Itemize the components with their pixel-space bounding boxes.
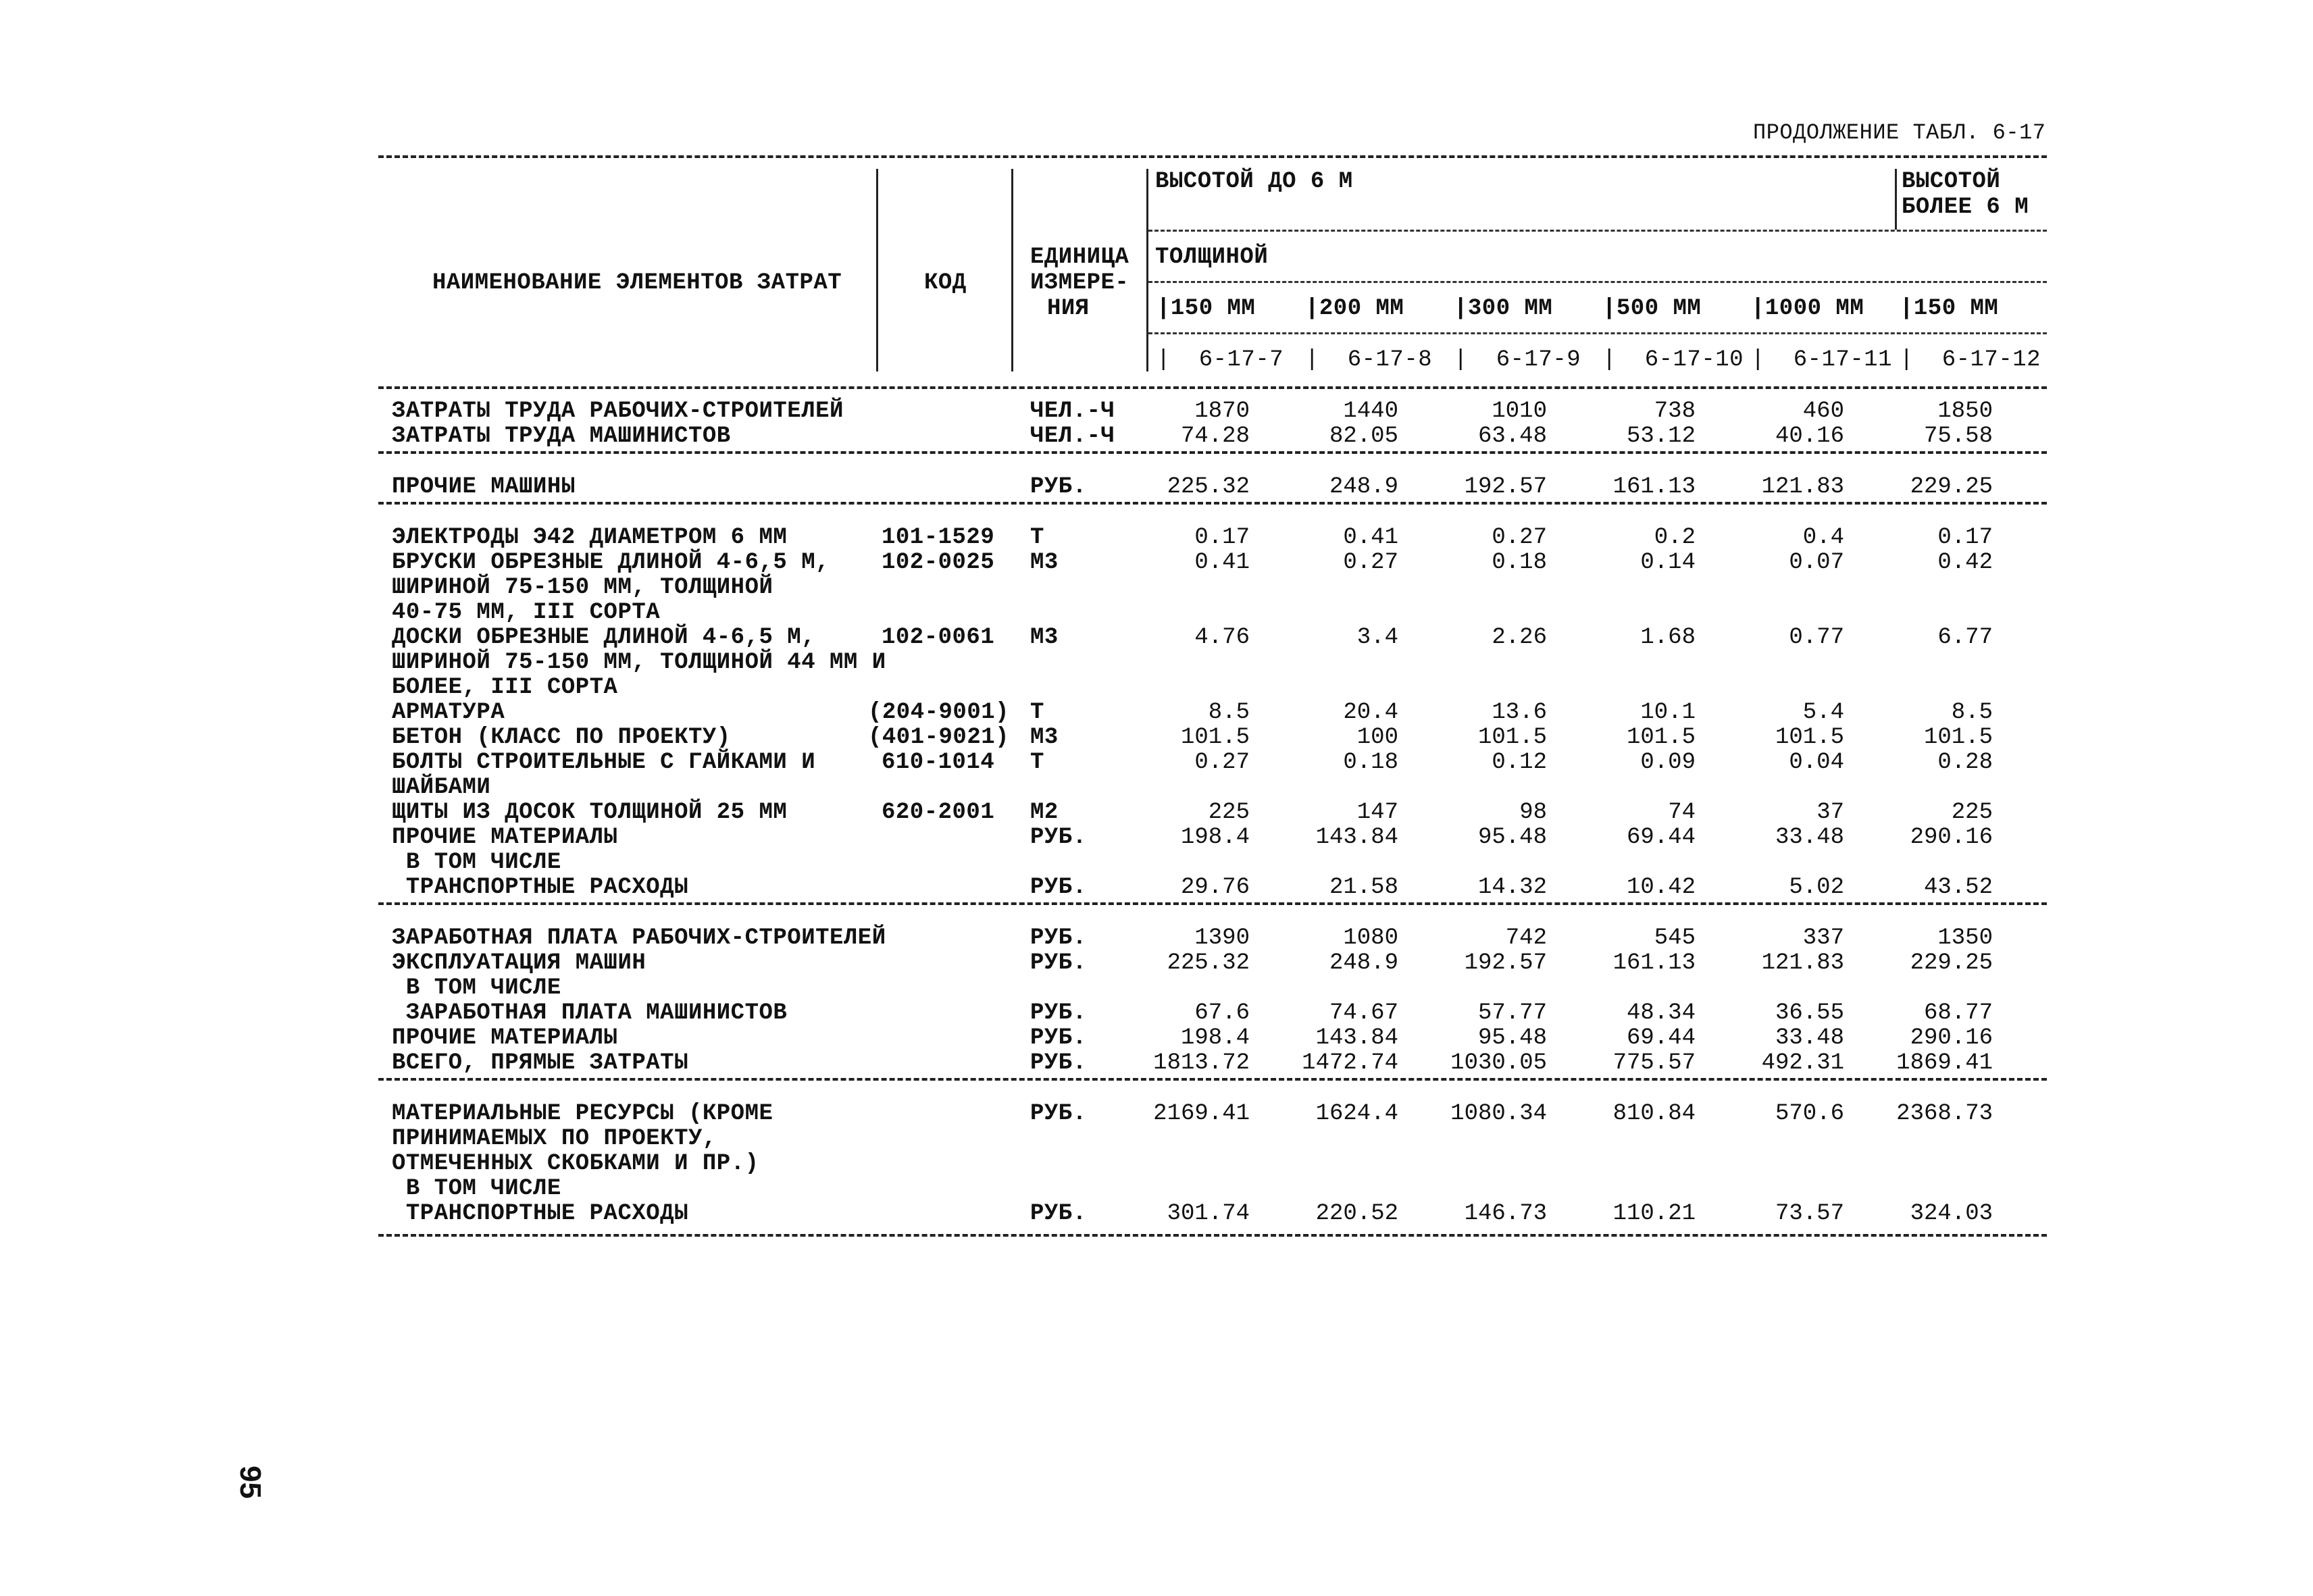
row-name: ДОСКИ ОБРЕЗНЫЕ ДЛИНОЙ 4-6,5 М, <box>392 625 816 650</box>
row-value: 10.42 <box>1626 875 1696 900</box>
header-code-1: | 6-17-7 <box>1156 347 1284 373</box>
row-value: 101.5 <box>1923 725 1993 750</box>
row-value: 0.27 <box>1194 750 1250 775</box>
row-value: 57.77 <box>1477 1000 1547 1026</box>
header-size-4: |500 ММ <box>1602 296 1702 321</box>
row-unit: РУБ. <box>1030 950 1087 976</box>
row-value: 36.55 <box>1775 1000 1844 1026</box>
row-unit: М2 <box>1030 800 1059 825</box>
row-value: 2.26 <box>1492 625 1547 650</box>
row-value: 570.6 <box>1775 1101 1844 1127</box>
row-value: 69.44 <box>1626 825 1696 850</box>
row-name: ЩИТЫ ИЗ ДОСОК ТОЛЩИНОЙ 25 ММ <box>392 800 788 825</box>
row-name: ОТМЕЧЕННЫХ СКОБКАМИ И ПР.) <box>392 1151 759 1177</box>
header-size-6: |150 ММ <box>1900 296 1999 321</box>
header-size-2: |200 ММ <box>1305 296 1404 321</box>
header-size-1: |150 ММ <box>1156 296 1256 321</box>
row-value: 74.67 <box>1329 1000 1398 1026</box>
header-height-high-1: ВЫСОТОЙ <box>1902 169 2001 195</box>
row-value: 225.32 <box>1167 950 1250 976</box>
row-value: 1624.4 <box>1315 1101 1398 1127</box>
row-value: 1030.05 <box>1450 1050 1547 1076</box>
row-value: 1813.72 <box>1153 1050 1250 1076</box>
section-rule <box>378 502 2047 505</box>
row-unit: РУБ. <box>1030 1050 1087 1076</box>
row-value: 143.84 <box>1315 1025 1398 1051</box>
row-unit: РУБ. <box>1030 1025 1087 1051</box>
row-name: В ТОМ ЧИСЛЕ <box>392 975 561 1001</box>
row-name: АРМАТУРА <box>392 700 505 725</box>
row-code: (204-9001) <box>868 700 1010 725</box>
header-unit-line2: ИЗМЕРЕ- <box>1030 270 1129 296</box>
row-unit: ЧЕЛ.-Ч <box>1030 398 1115 424</box>
row-unit: М3 <box>1030 550 1059 575</box>
row-value: 101.5 <box>1477 725 1547 750</box>
row-value: 101.5 <box>1180 725 1250 750</box>
row-unit: РУБ. <box>1030 1201 1087 1227</box>
row-unit: РУБ. <box>1030 1101 1087 1127</box>
header-code-6: | 6-17-12 <box>1900 347 2041 373</box>
row-value: 1010 <box>1492 398 1547 424</box>
header-thickness: ТОЛЩИНОЙ <box>1155 244 1269 270</box>
row-value: 82.05 <box>1329 423 1398 449</box>
row-value: 95.48 <box>1477 825 1547 850</box>
header-unit-line1: ЕДИНИЦА <box>1030 244 1129 270</box>
row-name: БОЛЕЕ, III СОРТА <box>392 675 618 700</box>
row-value: 74.28 <box>1180 423 1250 449</box>
col-sep-unit-values <box>1146 169 1148 371</box>
row-value: 229.25 <box>1910 950 1993 976</box>
row-value: 1850 <box>1937 398 1993 424</box>
row-value: 13.6 <box>1492 700 1547 725</box>
row-name: ВСЕГО, ПРЯМЫЕ ЗАТРАТЫ <box>392 1050 688 1076</box>
row-value: 5.4 <box>1802 700 1844 725</box>
rule-under-thickness <box>1148 281 2047 283</box>
row-name: 40-75 ММ, III СОРТА <box>392 600 661 625</box>
col-sep-code-unit <box>1011 169 1013 371</box>
row-value: 0.14 <box>1640 550 1696 575</box>
row-value: 192.57 <box>1464 474 1547 500</box>
header-code-col: КОД <box>924 270 967 296</box>
row-value: 40.16 <box>1775 423 1844 449</box>
row-name: ПРИНИМАЕМЫХ ПО ПРОЕКТУ, <box>392 1126 717 1152</box>
row-value: 73.57 <box>1775 1201 1844 1227</box>
header-size-3: |300 ММ <box>1454 296 1553 321</box>
row-value: 738 <box>1654 398 1696 424</box>
row-name: ШИРИНОЙ 75-150 ММ, ТОЛЩИНОЙ <box>392 575 773 600</box>
row-value: 0.18 <box>1492 550 1547 575</box>
row-code: (401-9021) <box>868 725 1010 750</box>
col-sep-height-groups <box>1895 169 1897 230</box>
row-name: ПРОЧИЕ МАШИНЫ <box>392 474 576 500</box>
row-value: 198.4 <box>1180 1025 1250 1051</box>
row-value: 0.42 <box>1937 550 1993 575</box>
row-code: 620-2001 <box>882 800 995 825</box>
row-code: 102-0061 <box>882 625 995 650</box>
row-value: 0.77 <box>1789 625 1844 650</box>
row-unit: Т <box>1030 750 1044 775</box>
row-name: ШАЙБАМИ <box>392 775 491 800</box>
row-value: 545 <box>1654 925 1696 951</box>
row-value: 225.32 <box>1167 474 1250 500</box>
header-code-4: | 6-17-10 <box>1602 347 1744 373</box>
row-unit: РУБ. <box>1030 825 1087 850</box>
row-value: 2368.73 <box>1896 1101 1993 1127</box>
row-name: БЕТОН (КЛАСС ПО ПРОЕКТУ) <box>392 725 731 750</box>
row-name: ПРОЧИЕ МАТЕРИАЛЫ <box>392 825 618 850</box>
row-value: 1870 <box>1194 398 1250 424</box>
section-rule <box>378 451 2047 454</box>
row-value: 121.83 <box>1761 474 1844 500</box>
row-value: 1869.41 <box>1896 1050 1993 1076</box>
row-value: 742 <box>1505 925 1547 951</box>
row-value: 2169.41 <box>1153 1101 1250 1127</box>
row-name: В ТОМ ЧИСЛЕ <box>392 1176 561 1202</box>
row-value: 6.77 <box>1937 625 1993 650</box>
row-value: 0.41 <box>1194 550 1250 575</box>
table-bottom-rule <box>378 1234 2047 1237</box>
row-value: 33.48 <box>1775 1025 1844 1051</box>
row-value: 20.4 <box>1343 700 1398 725</box>
row-value: 33.48 <box>1775 825 1844 850</box>
row-value: 101.5 <box>1775 725 1844 750</box>
header-code-2: | 6-17-8 <box>1305 347 1433 373</box>
row-value: 1.68 <box>1640 625 1696 650</box>
rule-under-sizes <box>1148 332 2047 334</box>
row-value: 8.5 <box>1208 700 1250 725</box>
header-code-3: | 6-17-9 <box>1454 347 1581 373</box>
row-unit: М3 <box>1030 625 1059 650</box>
row-unit: М3 <box>1030 725 1059 750</box>
row-code: 101-1529 <box>882 525 995 550</box>
row-value: 10.1 <box>1640 700 1696 725</box>
row-value: 0.04 <box>1789 750 1844 775</box>
row-value: 248.9 <box>1329 474 1398 500</box>
row-value: 0.12 <box>1492 750 1547 775</box>
row-value: 161.13 <box>1612 950 1696 976</box>
row-value: 492.31 <box>1761 1050 1844 1076</box>
row-value: 248.9 <box>1329 950 1398 976</box>
header-height-high-2: БОЛЕЕ 6 М <box>1902 195 2029 220</box>
row-name: В ТОМ ЧИСЛЕ <box>392 850 561 875</box>
row-unit: РУБ. <box>1030 474 1087 500</box>
row-value: 225 <box>1208 800 1250 825</box>
row-value: 37 <box>1816 800 1844 825</box>
row-value: 1472.74 <box>1302 1050 1398 1076</box>
row-name: ЗАРАБОТНАЯ ПЛАТА МАШИНИСТОВ <box>392 1000 788 1026</box>
row-value: 301.74 <box>1167 1201 1250 1227</box>
row-value: 100 <box>1356 725 1398 750</box>
row-unit: ЧЕЛ.-Ч <box>1030 423 1115 449</box>
row-value: 1390 <box>1194 925 1250 951</box>
row-value: 0.41 <box>1343 525 1398 550</box>
header-bottom-rule <box>378 386 2047 389</box>
header-name-col: НАИМЕНОВАНИЕ ЭЛЕМЕНТОВ ЗАТРАТ <box>432 270 842 296</box>
row-value: 110.21 <box>1612 1201 1696 1227</box>
row-value: 53.12 <box>1626 423 1696 449</box>
row-name: ТРАНСПОРТНЫЕ РАСХОДЫ <box>392 1201 688 1227</box>
row-value: 0.27 <box>1492 525 1547 550</box>
row-value: 0.4 <box>1802 525 1844 550</box>
table-caption: ПРОДОЛЖЕНИЕ ТАБЛ. 6-17 <box>1753 120 2046 145</box>
row-code: 102-0025 <box>882 550 995 575</box>
row-unit: Т <box>1030 525 1044 550</box>
row-value: 95.48 <box>1477 1025 1547 1051</box>
row-value: 0.17 <box>1194 525 1250 550</box>
row-value: 21.58 <box>1329 875 1398 900</box>
row-name: ЭЛЕКТРОДЫ Э42 ДИАМЕТРОМ 6 ММ <box>392 525 788 550</box>
row-value: 192.57 <box>1464 950 1547 976</box>
header-height-low: ВЫСОТОЙ ДО 6 М <box>1155 169 1353 195</box>
row-name: ЭКСПЛУАТАЦИЯ МАШИН <box>392 950 646 976</box>
row-value: 225 <box>1951 800 1993 825</box>
row-value: 0.28 <box>1937 750 1993 775</box>
row-value: 43.52 <box>1923 875 1993 900</box>
col-sep-name-code <box>876 169 878 371</box>
row-name: ПРОЧИЕ МАТЕРИАЛЫ <box>392 1025 618 1051</box>
row-value: 121.83 <box>1761 950 1844 976</box>
row-value: 63.48 <box>1477 423 1547 449</box>
row-name: ЗАТРАТЫ ТРУДА РАБОЧИХ-СТРОИТЕЛЕЙ <box>392 398 844 424</box>
row-value: 290.16 <box>1910 1025 1993 1051</box>
row-value: 161.13 <box>1612 474 1696 500</box>
row-name: ТРАНСПОРТНЫЕ РАСХОДЫ <box>392 875 688 900</box>
rule-under-height <box>1148 230 2047 232</box>
row-value: 220.52 <box>1315 1201 1398 1227</box>
section-rule <box>378 1078 2047 1081</box>
header-code-5: | 6-17-11 <box>1751 347 1893 373</box>
row-value: 143.84 <box>1315 825 1398 850</box>
row-name: БОЛТЫ СТРОИТЕЛЬНЫЕ С ГАЙКАМИ И <box>392 750 816 775</box>
header-top-rule <box>378 155 2047 158</box>
row-value: 0.18 <box>1343 750 1398 775</box>
row-value: 324.03 <box>1910 1201 1993 1227</box>
row-name: ШИРИНОЙ 75-150 ММ, ТОЛЩИНОЙ 44 ММ И <box>392 650 886 675</box>
row-value: 0.17 <box>1937 525 1993 550</box>
row-unit: Т <box>1030 700 1044 725</box>
row-value: 68.77 <box>1923 1000 1993 1026</box>
row-value: 198.4 <box>1180 825 1250 850</box>
row-value: 48.34 <box>1626 1000 1696 1026</box>
row-value: 146.73 <box>1464 1201 1547 1227</box>
row-value: 75.58 <box>1923 423 1993 449</box>
row-value: 775.57 <box>1612 1050 1696 1076</box>
row-value: 67.6 <box>1194 1000 1250 1026</box>
row-value: 5.02 <box>1789 875 1844 900</box>
row-value: 14.32 <box>1477 875 1547 900</box>
row-value: 4.76 <box>1194 625 1250 650</box>
row-code: 610-1014 <box>882 750 995 775</box>
row-value: 810.84 <box>1612 1101 1696 1127</box>
row-value: 290.16 <box>1910 825 1993 850</box>
row-name: ЗАРАБОТНАЯ ПЛАТА РАБОЧИХ-СТРОИТЕЛЕЙ <box>392 925 886 951</box>
row-value: 1440 <box>1343 398 1398 424</box>
row-unit: РУБ. <box>1030 1000 1087 1026</box>
header-unit-line3: НИЯ <box>1047 296 1090 321</box>
row-value: 1080 <box>1343 925 1398 951</box>
row-name: БРУСКИ ОБРЕЗНЫЕ ДЛИНОЙ 4-6,5 М, <box>392 550 830 575</box>
section-rule <box>378 902 2047 905</box>
row-value: 0.2 <box>1654 525 1696 550</box>
row-name: МАТЕРИАЛЬНЫЕ РЕСУРСЫ (КРОМЕ <box>392 1101 773 1127</box>
row-value: 1080.34 <box>1450 1101 1547 1127</box>
row-value: 0.07 <box>1789 550 1844 575</box>
row-value: 229.25 <box>1910 474 1993 500</box>
page-number: 95 <box>234 1466 267 1499</box>
row-name: ЗАТРАТЫ ТРУДА МАШИНИСТОВ <box>392 423 731 449</box>
row-unit: РУБ. <box>1030 875 1087 900</box>
row-value: 8.5 <box>1951 700 1993 725</box>
row-unit: РУБ. <box>1030 925 1087 951</box>
row-value: 0.27 <box>1343 550 1398 575</box>
row-value: 29.76 <box>1180 875 1250 900</box>
row-value: 147 <box>1356 800 1398 825</box>
row-value: 101.5 <box>1626 725 1696 750</box>
row-value: 74 <box>1668 800 1696 825</box>
row-value: 3.4 <box>1356 625 1398 650</box>
header-size-5: |1000 ММ <box>1751 296 1864 321</box>
row-value: 98 <box>1519 800 1547 825</box>
row-value: 337 <box>1802 925 1844 951</box>
row-value: 0.09 <box>1640 750 1696 775</box>
row-value: 1350 <box>1937 925 1993 951</box>
row-value: 69.44 <box>1626 1025 1696 1051</box>
row-value: 460 <box>1802 398 1844 424</box>
